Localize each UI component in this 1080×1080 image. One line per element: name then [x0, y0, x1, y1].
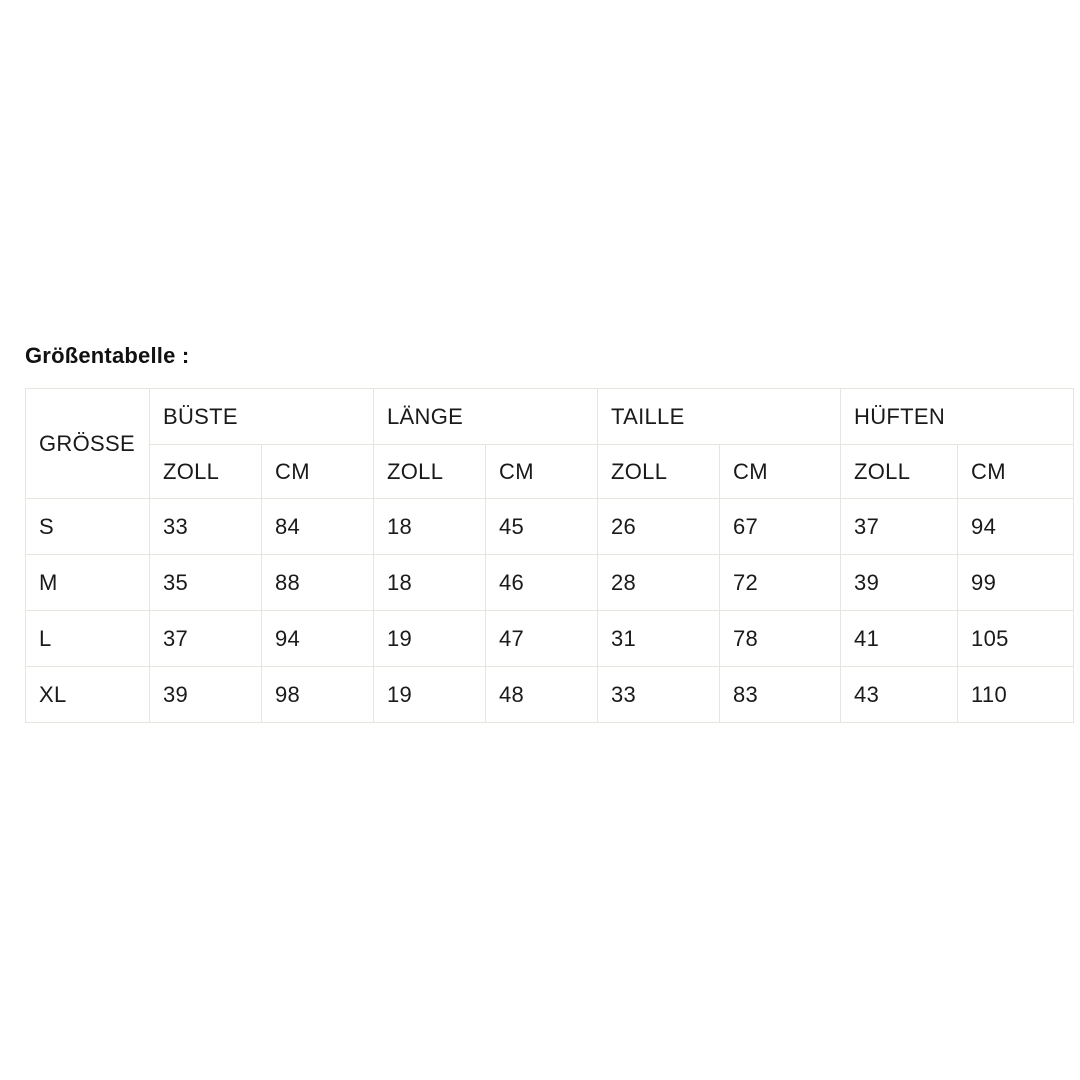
table-cell: 67 — [720, 499, 841, 555]
table-cell: 84 — [262, 499, 374, 555]
table-cell: 72 — [720, 555, 841, 611]
size-cell: M — [26, 555, 150, 611]
table-cell: 48 — [486, 667, 598, 723]
table-cell: 18 — [374, 555, 486, 611]
table-cell: 46 — [486, 555, 598, 611]
table-row — [26, 667, 1074, 723]
table-header-row — [26, 389, 1074, 445]
group-header-length: LÄNGE — [374, 389, 598, 445]
size-chart-table — [25, 388, 1074, 723]
table-unit-row — [26, 445, 1074, 499]
table-cell: 98 — [262, 667, 374, 723]
table-cell: 33 — [150, 499, 262, 555]
table-cell: 99 — [958, 555, 1074, 611]
table-cell: 37 — [841, 499, 958, 555]
table-cell: 83 — [720, 667, 841, 723]
table-cell: 26 — [598, 499, 720, 555]
table-cell: 43 — [841, 667, 958, 723]
table-cell: 78 — [720, 611, 841, 667]
table-cell: 94 — [958, 499, 1074, 555]
table-cell: 18 — [374, 499, 486, 555]
group-header-bust: BÜSTE — [150, 389, 374, 445]
table-row — [26, 611, 1074, 667]
table-cell: 33 — [598, 667, 720, 723]
table-cell: 47 — [486, 611, 598, 667]
table-row — [26, 499, 1074, 555]
unit-header: CM — [262, 445, 374, 499]
unit-header: ZOLL — [374, 445, 486, 499]
table-cell: 105 — [958, 611, 1074, 667]
size-column-header: GRÖSSE — [26, 389, 150, 499]
table-cell: 39 — [150, 667, 262, 723]
table-cell: 39 — [841, 555, 958, 611]
unit-header: ZOLL — [598, 445, 720, 499]
size-cell: XL — [26, 667, 150, 723]
unit-header: CM — [720, 445, 841, 499]
table-cell: 45 — [486, 499, 598, 555]
unit-header: CM — [486, 445, 598, 499]
unit-header: ZOLL — [841, 445, 958, 499]
table-cell: 19 — [374, 667, 486, 723]
table-cell: 110 — [958, 667, 1074, 723]
table-cell: 88 — [262, 555, 374, 611]
table-cell: 28 — [598, 555, 720, 611]
table-cell: 37 — [150, 611, 262, 667]
unit-header: ZOLL — [150, 445, 262, 499]
size-cell: L — [26, 611, 150, 667]
table-row — [26, 555, 1074, 611]
group-header-waist: TAILLE — [598, 389, 841, 445]
table-cell: 31 — [598, 611, 720, 667]
group-header-hips: HÜFTEN — [841, 389, 1074, 445]
table-cell: 35 — [150, 555, 262, 611]
size-cell: S — [26, 499, 150, 555]
unit-header: CM — [958, 445, 1074, 499]
table-cell: 94 — [262, 611, 374, 667]
table-cell: 19 — [374, 611, 486, 667]
table-cell: 41 — [841, 611, 958, 667]
page-title: Größentabelle : — [25, 343, 190, 368]
